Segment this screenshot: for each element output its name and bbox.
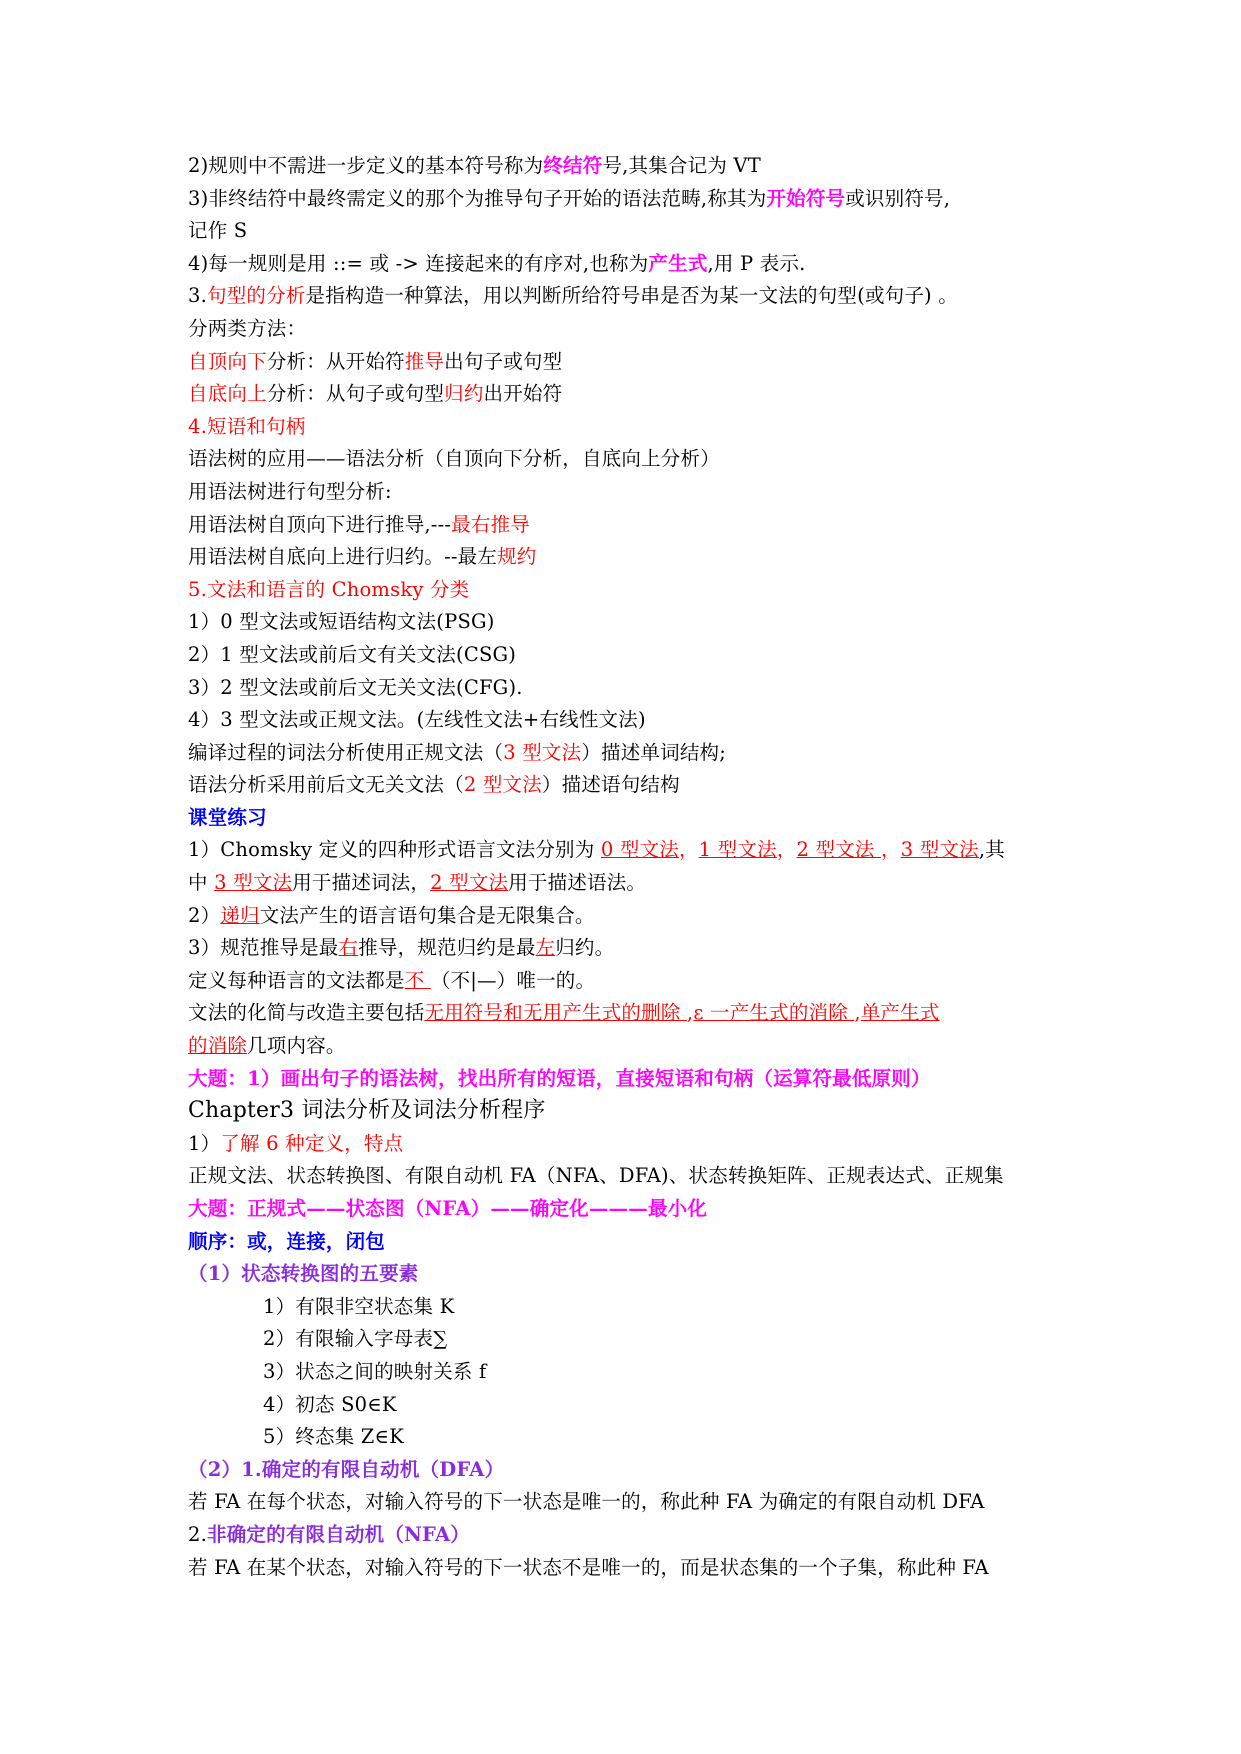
text-segment: 若 FA 在每个状态，对输入符号的下一状态是唯一的，称此种 FA 为确定的有限自动机 DFA bbox=[188, 1490, 985, 1514]
highlighted-text: 规约 bbox=[497, 545, 537, 569]
text-segment: Chapter3 词法分析及词法分析程序 bbox=[188, 1098, 546, 1124]
text-line bbox=[188, 248, 1068, 281]
text-line bbox=[188, 378, 1068, 411]
highlighted-text: ， bbox=[678, 838, 699, 862]
text-segment: 出句子或句型 bbox=[444, 349, 563, 373]
text-line bbox=[188, 997, 1068, 1030]
highlighted-text: 2 型文法 bbox=[463, 773, 542, 797]
text-line bbox=[188, 1519, 1068, 1552]
text-line bbox=[188, 1258, 1068, 1291]
highlighted-text: 无用符号和无用产生式的删除 bbox=[424, 1001, 687, 1025]
highlighted-text: , bbox=[854, 1001, 861, 1025]
highlighted-text: 句型的分析 bbox=[207, 284, 306, 308]
text-segment: 分析：从句子或句型 bbox=[266, 382, 445, 406]
text-line bbox=[188, 280, 1068, 313]
text-line bbox=[188, 672, 1068, 705]
text-segment: 1）0 型文法或短语结构文法(PSG) bbox=[188, 610, 495, 634]
highlighted-text: 3 型文法 bbox=[900, 838, 979, 862]
highlighted-text: 递归 bbox=[220, 903, 260, 927]
highlighted-text: 大题：1）画出句子的语法树，找出所有的短语，直接短语和句柄（运算符最低原则） bbox=[188, 1066, 931, 1090]
text-segment: 1）Chomsky 定义的四种形式语言文法分别为 bbox=[188, 838, 601, 862]
text-segment: 推导，规范归约是最 bbox=[358, 936, 536, 960]
text-segment: 文法产生的语言语句集合是无限集合。 bbox=[259, 903, 595, 927]
highlighted-text: 推导 bbox=[404, 349, 445, 373]
text-segment: 2. bbox=[188, 1522, 208, 1546]
text-line bbox=[188, 1486, 1068, 1519]
highlighted-text: （1）状态转换图的五要素 bbox=[188, 1262, 419, 1286]
text-segment: 出开始符 bbox=[483, 382, 563, 406]
text-segment: 2）有限输入字母表∑ bbox=[263, 1327, 448, 1351]
text-segment: 中 bbox=[188, 871, 215, 895]
text-segment: 用语法树自底向上进行归约。--最左 bbox=[188, 545, 498, 569]
document-body bbox=[188, 150, 1068, 1584]
highlighted-text: ε 一产生式的消除 bbox=[693, 1001, 855, 1025]
text-segment: 分析：从开始符 bbox=[266, 349, 405, 373]
text-line bbox=[188, 737, 1068, 770]
text-segment: 3. bbox=[188, 284, 208, 308]
highlighted-text: 最右推导 bbox=[451, 512, 530, 536]
text-segment: 记作 S bbox=[188, 219, 248, 243]
text-segment: 语法分析采用前后文无关文法（ bbox=[188, 773, 464, 797]
text-line bbox=[188, 1421, 1068, 1454]
text-segment: 几项内容。 bbox=[247, 1034, 346, 1058]
text-line bbox=[188, 1389, 1068, 1422]
text-line bbox=[188, 443, 1068, 476]
text-segment: 正规文法、状态转换图、有限自动机 FA（NFA、DFA)、状态转换矩阵、正规表达式、正规集 bbox=[188, 1164, 1004, 1188]
text-segment: ,用 P 表示. bbox=[707, 251, 806, 275]
highlighted-text: ， bbox=[881, 838, 901, 862]
highlighted-text: （2）1.确定的有限自动机（DFA） bbox=[188, 1457, 505, 1481]
text-line bbox=[188, 411, 1068, 444]
highlighted-text: 顺序：或，连接，闭包 bbox=[188, 1229, 386, 1253]
highlighted-text: 左 bbox=[535, 936, 556, 960]
highlighted-text: 的消除 bbox=[188, 1034, 248, 1058]
text-line bbox=[188, 932, 1068, 965]
text-line bbox=[188, 1552, 1068, 1585]
text-line bbox=[188, 1160, 1068, 1193]
highlighted-text: 2 型文法 bbox=[796, 838, 881, 862]
text-segment: 5）终态集 Z∈K bbox=[263, 1425, 404, 1449]
text-line bbox=[188, 1095, 1068, 1128]
highlighted-text: 开始符号 bbox=[766, 186, 846, 210]
highlighted-text: 3 型文法 bbox=[503, 740, 582, 764]
text-line bbox=[188, 802, 1068, 835]
text-line bbox=[188, 1063, 1068, 1096]
text-line bbox=[188, 574, 1068, 607]
highlighted-text: 归约 bbox=[444, 382, 484, 406]
text-segment: 2）1 型文法或前后文有关文法(CSG) bbox=[188, 642, 517, 666]
text-line bbox=[188, 1226, 1068, 1259]
text-segment: 4）初态 S0∈K bbox=[263, 1392, 397, 1416]
text-line bbox=[188, 1356, 1068, 1389]
text-segment: 3）规范推导是最 bbox=[188, 936, 339, 960]
text-line bbox=[188, 1030, 1068, 1063]
highlighted-text: , bbox=[686, 1001, 694, 1025]
text-line bbox=[188, 965, 1068, 998]
text-segment: 3)非终结符中最终需定义的那个为推导句子开始的语法范畴,称其为 bbox=[188, 186, 767, 210]
text-segment: 分两类方法： bbox=[188, 316, 307, 340]
highlighted-text: 课堂练习 bbox=[188, 805, 267, 829]
text-line bbox=[188, 346, 1068, 379]
text-line bbox=[188, 183, 1068, 216]
text-line bbox=[188, 867, 1068, 900]
highlighted-text: 非确定的有限自动机（NFA） bbox=[207, 1522, 470, 1546]
highlighted-text: 终结符 bbox=[543, 154, 603, 177]
highlighted-text: 不 bbox=[404, 968, 431, 992]
highlighted-text: 大题：正规式——状态图（NFA）——确定化———最小化 bbox=[188, 1197, 708, 1220]
text-segment: 归约。 bbox=[555, 936, 615, 960]
text-segment: 1） bbox=[188, 1131, 221, 1155]
text-segment: 用语法树进行句型分析: bbox=[188, 479, 392, 503]
highlighted-text: 3 型文法 bbox=[214, 871, 293, 895]
highlighted-text: 右 bbox=[338, 936, 359, 960]
text-segment: 2） bbox=[188, 903, 221, 927]
text-line bbox=[188, 509, 1068, 542]
text-segment: 定义每种语言的文法都是 bbox=[188, 968, 405, 992]
text-segment: 用语法树自顶向下进行推导,--- bbox=[188, 512, 452, 536]
text-segment: 编译过程的词法分析使用正规文法（ bbox=[188, 740, 504, 764]
highlighted-text: 4.短语和句柄 bbox=[188, 414, 306, 438]
highlighted-text: 单产生式 bbox=[860, 1001, 940, 1025]
text-segment: 2)规则中不需进一步定义的基本符号称为 bbox=[188, 154, 544, 177]
highlighted-text: 了解 6 种定义，特点 bbox=[220, 1131, 404, 1155]
text-line bbox=[188, 1454, 1068, 1487]
text-segment: 号,其集合记为 VT bbox=[602, 154, 761, 177]
highlighted-text: 产生式 bbox=[648, 251, 708, 275]
text-segment: （不|—）唯一的。 bbox=[430, 968, 596, 992]
text-line bbox=[188, 834, 1068, 867]
text-segment: 4)每一规则是用 ::= 或 -> 连接起来的有序对,也称为 bbox=[188, 251, 649, 275]
text-line bbox=[188, 476, 1068, 509]
text-segment: 是指构造一种算法，用以判断所给符号串是否为某一文法的句型(或句子) 。 bbox=[305, 284, 958, 308]
text-line bbox=[188, 769, 1068, 802]
highlighted-text: 2 型文法 bbox=[430, 871, 509, 895]
text-segment: 或识别符号, bbox=[845, 186, 951, 210]
text-segment: 3）2 型文法或前后文无关文法(CFG). bbox=[188, 675, 523, 699]
text-line bbox=[188, 541, 1068, 574]
text-segment: 3）状态之间的映射关系 f bbox=[263, 1359, 487, 1383]
text-line bbox=[188, 1193, 1068, 1226]
highlighted-text: 自底向上 bbox=[188, 382, 267, 406]
highlighted-text: 0 型文法 bbox=[600, 838, 679, 862]
text-line bbox=[188, 313, 1068, 346]
highlighted-text: 自顶向下 bbox=[188, 349, 267, 373]
text-segment: 语法树的应用——语法分析（自顶向下分析，自底向上分析） bbox=[188, 447, 720, 471]
text-segment: 1）有限非空状态集 K bbox=[263, 1294, 455, 1318]
text-segment: 用于描述语法。 bbox=[508, 871, 647, 895]
highlighted-text: 1 型文法 bbox=[698, 838, 777, 862]
highlighted-text: 5.文法和语言的 Chomsky 分类 bbox=[188, 577, 470, 601]
text-segment: ）描述单词结构; bbox=[581, 740, 726, 764]
text-line bbox=[188, 639, 1068, 672]
text-segment: 4）3 型文法或正规文法。(左线性文法+右线性文法) bbox=[188, 708, 646, 732]
text-segment: 文法的化简与改造主要包括 bbox=[188, 1001, 425, 1025]
text-line bbox=[188, 1291, 1068, 1324]
text-line bbox=[188, 900, 1068, 933]
text-line bbox=[188, 606, 1068, 639]
text-segment: ,其 bbox=[978, 838, 1005, 862]
text-segment: 若 FA 在某个状态，对输入符号的下一状态不是唯一的，而是状态集的一个子集，称此种 FA bbox=[188, 1555, 989, 1579]
text-line bbox=[188, 704, 1068, 737]
text-line bbox=[188, 215, 1068, 248]
text-segment: ）描述语句结构 bbox=[541, 773, 680, 797]
text-line bbox=[188, 1323, 1068, 1356]
text-line bbox=[188, 150, 1068, 183]
highlighted-text: ， bbox=[776, 838, 797, 862]
text-segment: 用于描述词法， bbox=[292, 871, 431, 895]
text-line bbox=[188, 1128, 1068, 1161]
